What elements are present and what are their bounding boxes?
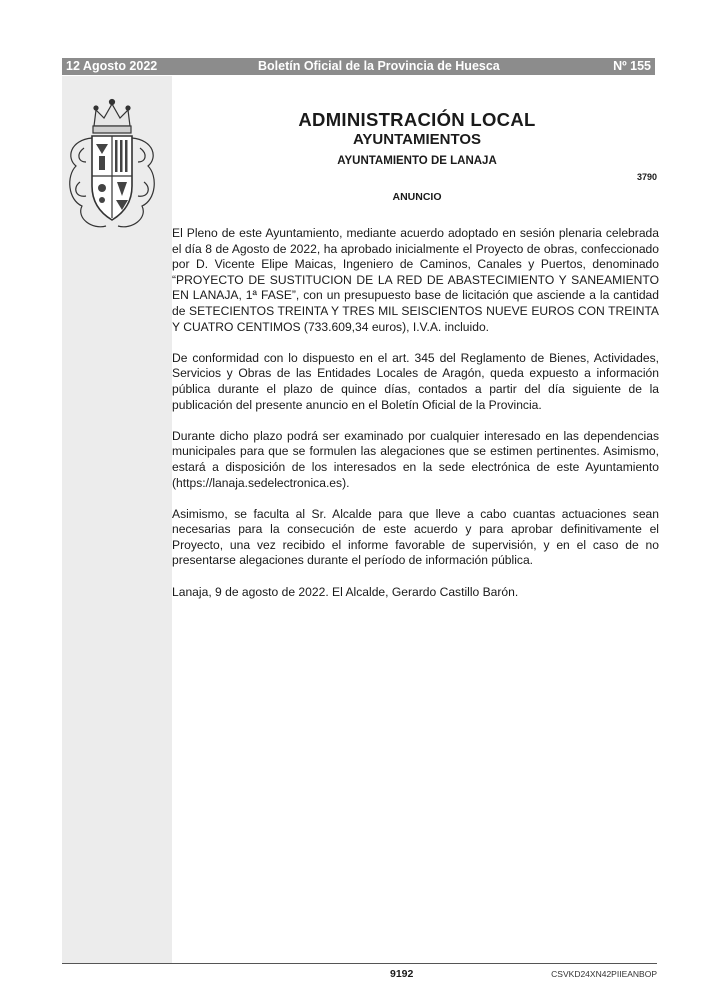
paragraph-approval: El Pleno de este Ayuntamiento, mediante acuerdo adoptado en sesión plenaria celebrada el día 8 de Agosto de 2022, ha aprobado inicialmente el Proyecto de obras, confeccionado por D. Vicente Elipe Maicas, Ingeniero de Caminos, Canales y Puertos, denominado “PROYECTO DE SUSTITUCION DE LA RED DE ABASTECIMIENTO Y SANEAMIENTO EN LANAJA, 1ª FASE”, con un presupuesto base de licitación que asciende a la cantidad de SETECIENTOS TREINTA Y TRES MIL SEISCIENTOS NUEVE EUROS CON TREINTA Y CUATRO CENTIMOS (733.609,34 euros), I.V.A. incluido. (172, 226, 659, 334)
section-subtitle: AYUNTAMIENTOS (352, 131, 482, 148)
reference-number: 3790 (636, 172, 657, 182)
paragraph-examination: Durante dicho plazo podrá ser examinado por cualquier interesado en las dependencias municipales para que se formulen las alegaciones que se estimen pertinentes. Asimismo, estará a disposición de los interesados en la sede electrónica de este Ayuntamiento (https://lanaja.sedelectronica.es). (172, 428, 659, 490)
paragraph-signature: Lanaja, 9 de agosto de 2022. El Alcalde, Gerardo Castillo Barón. (172, 584, 519, 599)
section-title: ADMINISTRACIÓN LOCAL (298, 109, 536, 130)
csv-verification-code: CSVKD24XN42PIIEANBOP (551, 969, 657, 979)
paragraph-public-info: De conformidad con lo dispuesto en el art. 345 del Reglamento de Bienes, Actividades, Servicios y Obras de las Entidades Locales de Aragón, queda expuesto a información pública durante el plazo de quince días, contados a partir del día siguiente de la publicación del presente anuncio en el Boletín Oficial de la Provincia. (172, 350, 659, 412)
footer-divider (62, 963, 657, 964)
entity-name: AYUNTAMIENTO DE LANAJA (337, 155, 497, 167)
coat-of-arms-icon (62, 96, 162, 236)
page-number: 9192 (390, 968, 414, 980)
header-title: Boletín Oficial de la Provincia de Huesca (258, 59, 500, 73)
header-date: 12 Agosto 2022 (66, 59, 158, 73)
paragraph-authorization: Asimismo, se faculta al Sr. Alcalde para que lleve a cabo cuantas actuaciones sean necesarias para la consecución de este acuerdo y para aprobar definitivamente el Proyecto, una vez recibido el informe favorable de supervisión, y en el caso de no presentarse alegaciones durante el período de información pública. (172, 506, 659, 568)
bulletin-header (62, 58, 655, 75)
document-type: ANUNCIO (392, 191, 442, 203)
header-number: Nº 155 (613, 59, 651, 73)
announcement-body (172, 226, 659, 616)
